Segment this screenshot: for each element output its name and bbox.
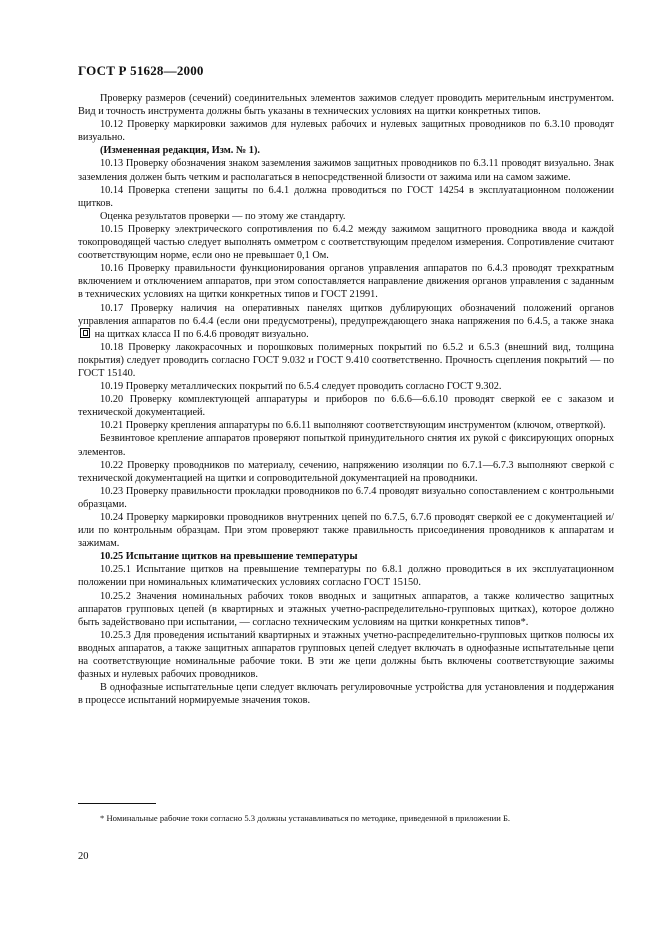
paragraph: 10.14 Проверка степени защиты по 6.4.1 должна проводиться по ГОСТ 14254 в эксплуатационном положении щитков.	[78, 184, 614, 209]
paragraph: Проверку размеров (сечений) соединительных элементов зажимов следует проводить мерительным инструментом. Вид и точность инструмента должны быть указаны в технических условиях на щитки конкретных типов.	[78, 93, 614, 118]
paragraph: 10.25.2 Значения номинальных рабочих токов вводных и защитных аппаратов, а также количество защитных аппаратов групповых цепей (в квартирных и этажных учетно-распределительно-групповых щитках), которое должно быть задействовано при испытании, — согласно техническим условиям на щитки конкретных типов*.	[78, 590, 614, 628]
paragraph: 10.25.1 Испытание щитков на превышение температуры по 6.8.1 должно проводиться в их эксплуатационном положении при номинальных климатических условиях согласно ГОСТ 15150.	[78, 564, 614, 589]
page-number: 20	[78, 851, 89, 862]
paragraph: Оценка результатов проверки — по этому же стандарту.	[100, 210, 346, 222]
amendment-note: (Измененная редакция, Изм. № 1).	[100, 145, 260, 157]
section-heading: 10.25 Испытание щитков на превышение температуры	[100, 551, 358, 563]
paragraph: В однофазные испытательные цепи следует включать регулировочные устройства для установления и поддержания в процессе испытаний нормируемые значения токов.	[78, 682, 614, 707]
paragraph-text: на щитках класса II по 6.4.6 проводят визуально.	[94, 328, 309, 340]
paragraph: 10.22 Проверку проводников по материалу, сечению, напряжению изоляции по 6.7.1—6.7.3 выполняют сверкой с технической документацией на щитки и сопроводительной документацией на проводники.	[78, 459, 614, 484]
paragraph: 10.25.3 Для проведения испытаний квартирных и этажных учетно-распределительно-групповых щитков полюсы их вводных аппаратов, а также защитных аппаратов групповых цепей следует включать в однофазные испытательные цепи на соответствующие номинальные рабочие токи. В эти же цепи должны быть включены соответствующие зажимы фазных и нулевых рабочих проводников.	[78, 629, 614, 681]
paragraph: 10.21 Проверку крепления аппаратуры по 6.6.11 выполняют соответствующим инструментом (ключом, отверткой).	[100, 420, 606, 432]
paragraph: 10.24 Проверку маркировки проводников внутренних цепей по 6.7.5, 6.7.6 проводят сверкой ее с документацией и/или по контрольным образцам. При этом проверяют также правильность присоединения проводников к аппаратам и зажимам.	[78, 512, 614, 550]
paragraph: 10.13 Проверку обозначения знаком заземления зажимов защитных проводников по 6.3.11 проводят визуально. Знак заземления должен быть четким и располагаться в непосредственной близости от зажима или на самом зажиме.	[78, 158, 614, 183]
paragraph: 10.12 Проверку маркировки зажимов для нулевых рабочих и нулевых защитных проводников по 6.3.10 проводят визуально.	[78, 119, 614, 144]
paragraph: 10.18 Проверку лакокрасочных и порошковых полимерных покрытий по 6.5.2 и 6.5.3 (внешний вид, толщина покрытия) следует проводить согласно ГОСТ 9.032 и ГОСТ 9.410 соответственно. Прочность сцепления покрытий — по ГОСТ 15140.	[78, 341, 614, 379]
paragraph: 10.20 Проверку комплектующей аппаратуры и приборов по 6.6.6—6.6.10 проводят сверкой ее с заказом и технической документацией.	[78, 394, 614, 419]
body-text	[78, 92, 614, 707]
double-square-class-ii-icon	[80, 328, 90, 338]
paragraph: 10.19 Проверку металлических покрытий по 6.5.4 следует проводить согласно ГОСТ 9.302.	[100, 381, 502, 393]
paragraph-10-17	[78, 302, 614, 341]
footnote-rule	[78, 803, 156, 804]
paragraph: 10.16 Проверку правильности функционирования органов управления аппаратов по 6.4.3 проводят трехкратным включением и отключением аппаратов, при этом сопоставляется направление движения органов управления с заданным в технических условиях на щитки конкретных типов и ГОСТ 21991.	[78, 263, 614, 301]
paragraph: Безвинтовое крепление аппаратов проверяют попыткой принудительного снятия их рукой с фиксирующих опорных элементов.	[78, 433, 614, 458]
document-header: ГОСТ Р 51628—2000	[78, 63, 204, 78]
paragraph: 10.23 Проверку правильности прокладки проводников по 6.7.4 проводят визуально сопоставлением с контрольными образцами.	[78, 485, 614, 510]
paragraph: 10.15 Проверку электрического сопротивления по 6.4.2 между зажимом защитного проводника ввода и каждой токопроводящей частью следует выполнять омметром с соответствующим пределом измерения. Сопротивление считают соответствующим норме, если оно не превышает 0,1 Ом.	[78, 223, 614, 262]
paragraph-text: 10.17 Проверку наличия на оперативных панелях щитков дублирующих обозначений положений органов управления аппаратов по 6.4.4 (если они предусмотрены), предупреждающего знака напряжения по 6.4.5, а также знака	[78, 302, 614, 327]
footnote: * Номинальные рабочие токи согласно 5.3 должны устанавливаться по методике, приведенной в приложении Б.	[100, 813, 511, 823]
